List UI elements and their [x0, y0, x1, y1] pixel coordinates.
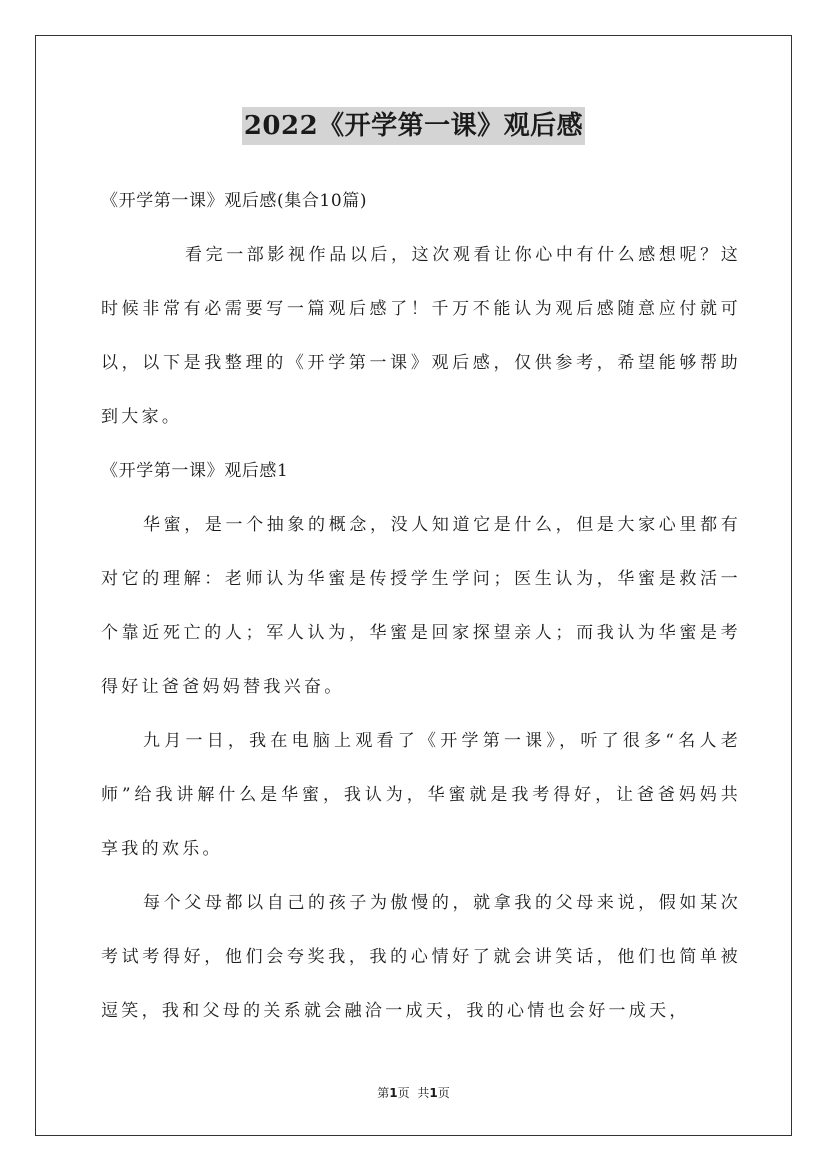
body-paragraph: 每个父母都以自己的孩子为傲慢的，就拿我的父母来说，假如某次考试考得好，他们会夸奖我，我的心情好了就会讲笑话，他们也简单被逗笑，我和父母的关系就会融洽一成天，我的心情也会好一成天，: [101, 893, 741, 1021]
document-title: [0, 104, 827, 145]
body-paragraph: 华蜜，是一个抽象的概念，没人知道它是什么，但是大家心里都有对它的理解：老师认为华蜜是传授学生学问；医生认为，华蜜是救活一个靠近死亡的人；军人认为，华蜜是回家探望亲人；而我认为华蜜是考得好让爸爸妈妈替我兴奋。: [101, 515, 741, 697]
footer-page-suffix: 页: [397, 1086, 410, 1100]
page-footer: [0, 1084, 827, 1101]
footer-page-number: 1: [389, 1086, 398, 1100]
section-heading: 《开学第一课》观后感1: [101, 461, 289, 481]
document-title-text: 2022《开学第一课》观后感: [242, 107, 585, 145]
footer-total-suffix: 页: [437, 1086, 450, 1100]
footer-total-prefix: 共: [417, 1086, 430, 1100]
footer-page-prefix: 第: [377, 1086, 390, 1100]
intro-paragraph: 看完一部影视作品以后，这次观看让你心中有什么感想呢？这时候非常有必需要写一篇观后感了！千万不能认为观后感随意应付就可以，以下是我整理的《开学第一课》观后感，仅供参考，希望能够帮助到大家。: [101, 245, 741, 427]
footer-total-number: 1: [429, 1086, 438, 1100]
body-paragraph: 九月一日，我在电脑上观看了《开学第一课》，听了很多“名人老师”给我讲解什么是华蜜，我认为，华蜜就是我考得好，让爸爸妈妈共享我的欢乐。: [101, 731, 741, 859]
document-subtitle: 《开学第一课》观后感(集合10篇): [101, 191, 368, 211]
document-body: [101, 174, 741, 1038]
